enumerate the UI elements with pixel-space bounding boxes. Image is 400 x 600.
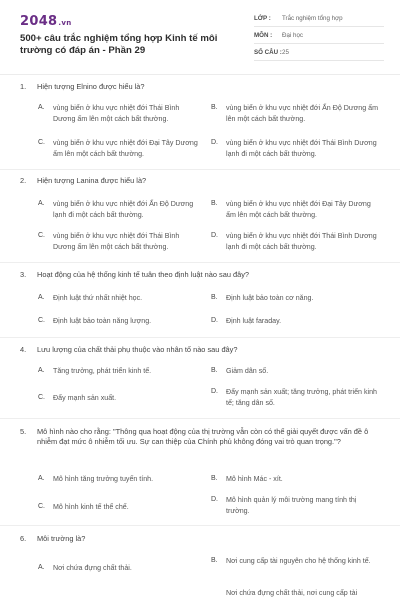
question-2-option-b[interactable]: B. vùng biển ở khu vực nhiệt đới Đại Tây Dương ấm lên một cách bất thường. — [211, 200, 371, 219]
question-divider — [0, 169, 400, 170]
question-4-option-b[interactable]: B. Giảm dân số. — [211, 367, 269, 375]
question-4: 4. Lưu lượng của chất thải phụ thuộc vào nhân tố nào sau đây? — [20, 345, 382, 355]
question-text: Hoạt động của hệ thống kinh tế tuân theo định luật nào sau đây? — [37, 270, 250, 279]
question-divider — [0, 525, 400, 526]
question-text: Môi trường là? — [37, 534, 86, 543]
question-text: Hiện tượng Elnino được hiểu là? — [37, 82, 145, 91]
question-3: 3. Hoạt động của hệ thống kinh tế tuân theo định luật nào sau đây? — [20, 270, 382, 280]
question-6-option-b[interactable]: B. Nơi cung cấp tài nguyên cho hệ thống kinh tế. — [211, 557, 371, 565]
question-3-option-c[interactable]: C. Định luật bảo toàn năng lượng. — [38, 317, 152, 325]
question-6: 6. Môi trường là? — [20, 534, 382, 544]
question-6-option-a[interactable]: A. Nơi chứa đựng chất thải. — [38, 564, 132, 572]
question-2-option-c[interactable]: C. vùng biển ở khu vực nhiệt đới Thái Bình Dương ấm lên một cách bất thường. — [38, 232, 180, 251]
question-5-option-b[interactable]: B. Mô hình Mác - xít. — [211, 475, 283, 483]
question-1-option-a[interactable]: A. vùng biển ở khu vực nhiệt đới Thái Bình Dương ấm lên một cách bất thường. — [38, 104, 180, 123]
question-3-option-b[interactable]: B. Định luật bảo toàn cơ năng. — [211, 294, 314, 302]
question-3-option-d[interactable]: D. Định luật faraday. — [211, 317, 282, 325]
page-title: 500+ câu trắc nghiệm tổng hợp Kinh tế môi trường có đáp án - Phần 29 — [20, 33, 218, 56]
question-5-option-c[interactable]: C. Mô hình kinh tế thể chế. — [38, 503, 129, 511]
site-logo[interactable]: 2048.vn — [20, 14, 72, 29]
question-text: Lưu lượng của chất thải phụ thuộc vào nhân tố nào sau đây? — [37, 345, 238, 354]
question-divider — [0, 418, 400, 419]
meta-class: LỚP : Trắc nghiệm tổng hợp — [254, 10, 384, 27]
question-1-option-d[interactable]: D. vùng biển ở khu vực nhiệt đới Thái Bình Dương lạnh đi một cách bất thường. — [211, 139, 377, 158]
question-text: Mô hình nào cho rằng: "Thông qua hoạt động của thị trường vẫn còn có thể giải quyết được vấn đề ô nhiễm đạt mức ô nhiễm tối ưu. Sự can thiệp của Chính phủ không đóng vai trò quan trọng."? — [37, 427, 369, 446]
question-5-option-a[interactable]: A. Mô hình tăng trưởng tuyến tính. — [38, 475, 154, 483]
quiz-meta — [254, 10, 384, 61]
question-3-option-a[interactable]: A. Định luật thứ nhất nhiệt học. — [38, 294, 143, 302]
meta-count: SỐ CÂU : 25 — [254, 44, 384, 61]
question-2-option-a[interactable]: A. vùng biển ở khu vực nhiệt đới Ấn Độ Dương lạnh đi một cách bất thường. — [38, 200, 194, 219]
meta-subject: MÔN : Đại học — [254, 27, 384, 44]
question-4-option-c[interactable]: C. Đẩy mạnh sản xuất. — [38, 394, 117, 402]
question-divider — [0, 337, 400, 338]
question-divider — [0, 262, 400, 263]
page-header — [0, 0, 400, 62]
question-1-option-b[interactable]: B. vùng biển ở khu vực nhiệt đới Ấn Độ Dương ấm lên một cách bất thường. — [211, 104, 379, 123]
question-text: Hiện tượng Lanina được hiểu là? — [37, 176, 147, 185]
question-5-option-d[interactable]: D. Mô hình quản lý môi trường mang tính thị trường. — [211, 496, 357, 515]
question-1: 1. Hiện tượng Elnino được hiểu là? — [20, 82, 382, 92]
question-5: 5. Mô hình nào cho rằng: "Thông qua hoạt động của thị trường vẫn còn có thể giải quyết được vấn đề ô nhiễm đạt mức ô nhiễm tối ưu. Sự can thiệp của Chính phủ không đóng vai trò quan trọng."? — [20, 427, 382, 447]
question-2: 2. Hiện tượng Lanina được hiểu là? — [20, 176, 382, 186]
header-divider — [0, 74, 400, 75]
question-4-option-d[interactable]: D. Đẩy mạnh sản xuất; tăng trưởng, phát triển kinh tế; tăng dân số. — [211, 388, 377, 407]
question-6-option-d[interactable]: Nơi chứa đựng chất thải, nơi cung cấp tài — [226, 589, 358, 597]
question-2-option-d[interactable]: D. vùng biển ở khu vực nhiệt đới Thái Bình Dương lạnh đi một cách bất thường. — [211, 232, 377, 251]
question-4-option-a[interactable]: A. Tăng trưởng, phát triển kinh tế. — [38, 367, 152, 375]
question-1-option-c[interactable]: C. vùng biển ở khu vực nhiệt đới Đại Tây Dương ấm lên một cách bất thường. — [38, 139, 198, 158]
